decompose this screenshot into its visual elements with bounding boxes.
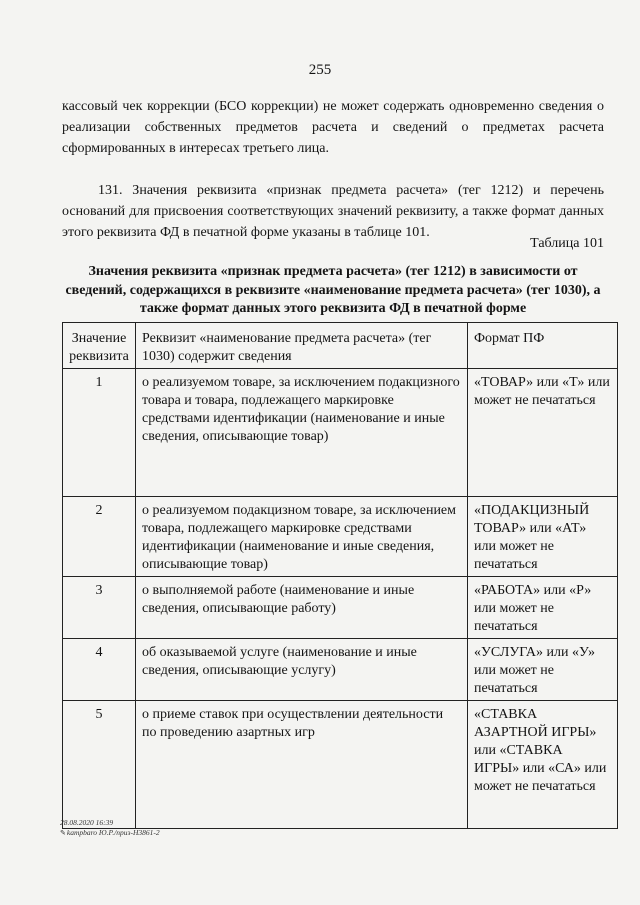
cell-details: о реализуемом товаре, за исключением подакцизного товара и товара, подлежащего маркировке средствами идентификации (наименование и иные сведения, описывающие товар) (136, 369, 468, 497)
cell-format: «ПОДАКЦИЗНЫЙ ТОВАР» или «АТ» или может не печататься (468, 497, 618, 577)
paragraph-131: 131. Значения реквизита «признак предмета расчета» (тег 1212) и перечень оснований для присвоения соответствующих значений реквизиту, а также формат данных этого реквизита ФД в печатной форме указаны в таблице 101. (62, 183, 604, 240)
cell-format: «СТАВКА АЗАРТНОЙ ИГРЫ» или «СТАВКА ИГРЫ» или «СА» или может не печататься (468, 701, 618, 829)
footer-signature: kampbaro Ю.Р./приз-Н3861-2 (66, 828, 160, 837)
cell-format: «УСЛУГА» или «У» или может не печататься (468, 639, 618, 701)
table-row (63, 701, 618, 829)
user-signature-icon: ✎ (60, 829, 66, 837)
footer-signature-line (60, 828, 160, 838)
cell-details: о реализуемом подакцизном товаре, за исключением товара, подлежащего маркировке средствами идентификации (наименование и иные сведения, описывающие товар) (136, 497, 468, 577)
cell-value: 4 (63, 639, 136, 701)
table-row (63, 369, 618, 497)
cell-details: об оказываемой услуге (наименование и иные сведения, описывающие услугу) (136, 639, 468, 701)
table-header-row (63, 323, 618, 369)
cell-details: о приеме ставок при осуществлении деятельности по проведению азартных игр (136, 701, 468, 829)
cell-details: о выполняемой работе (наименование и иные сведения, описывающие работу) (136, 577, 468, 639)
header-format: Формат ПФ (468, 323, 618, 369)
cell-format: «РАБОТА» или «Р» или может не печататься (468, 577, 618, 639)
page-number: 255 (308, 62, 332, 78)
table-number-label: Таблица 101 (530, 236, 604, 251)
table-row (63, 639, 618, 701)
cell-value: 5 (63, 701, 136, 829)
header-details: Реквизит «наименование предмета расчета» (тег 1030) содержит сведения (136, 323, 468, 369)
table-row (63, 497, 618, 577)
requisite-values-table (62, 322, 618, 829)
header-value: Значение реквизита (63, 323, 136, 369)
table-caption: Значения реквизита «признак предмета расчета» (тег 1212) в зависимости от сведений, содержащихся в реквизите «наименование предмета расчета» (тег 1030), а также формат данных этого реквизита ФД в печатной форме (65, 264, 601, 316)
cell-value: 3 (63, 577, 136, 639)
document-footer (60, 818, 160, 838)
table-header (63, 323, 618, 369)
table-row (63, 577, 618, 639)
cell-value: 2 (63, 497, 136, 577)
table-body (63, 369, 618, 829)
cell-format: «ТОВАР» или «Т» или может не печататься (468, 369, 618, 497)
footer-date: 28.08.2020 16:39 (60, 818, 114, 827)
cell-value: 1 (63, 369, 136, 497)
paragraph-continuation: кассовый чек коррекции (БСО коррекции) не может содержать одновременно сведения о реализации собственных предметов расчета и сведений о предметах расчета сформированных в интересах третьего лица. (62, 99, 604, 156)
